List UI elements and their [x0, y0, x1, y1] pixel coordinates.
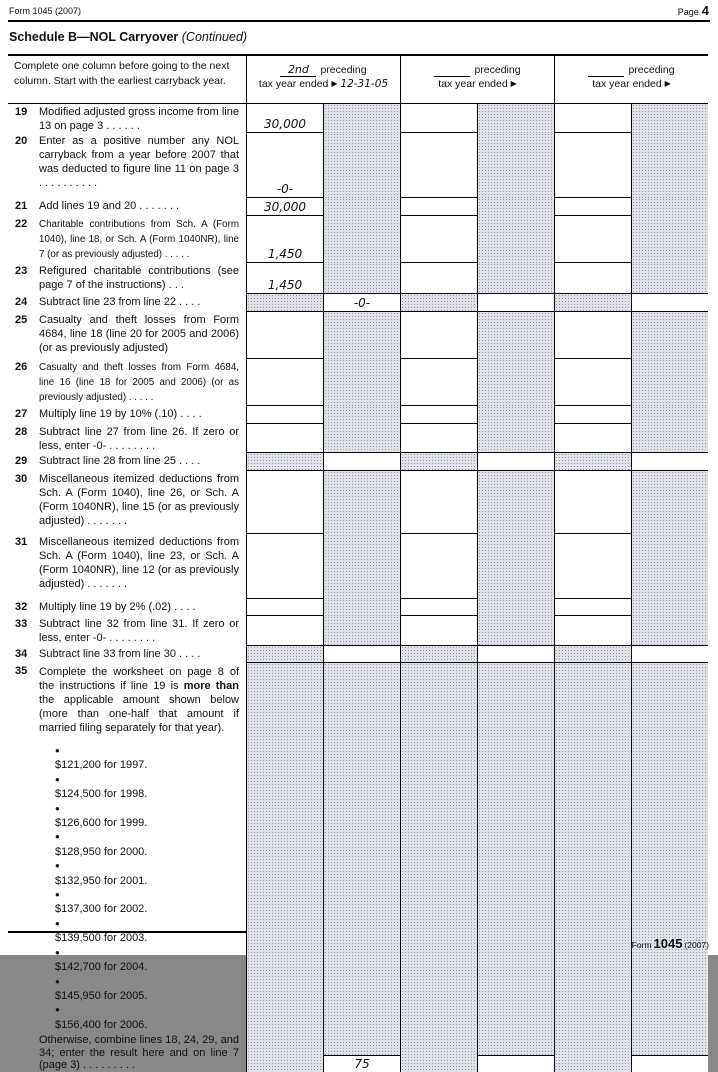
line-25-col3-after-shaded-cell	[631, 312, 708, 359]
line-21-col2-entry-cell	[400, 198, 477, 216]
line-21-col3-after-shaded-cell	[631, 198, 708, 216]
table-row-line-33	[8, 616, 708, 646]
line-30-label-cell	[8, 471, 246, 534]
line-33-col2-after-shaded-cell	[477, 616, 554, 646]
tax-year-label: tax year ended	[258, 78, 329, 90]
preceding-label: preceding	[628, 64, 675, 76]
threshold-text: $137,300 for 2002.	[55, 903, 148, 916]
line-33-col3-after-shaded-cell	[631, 616, 708, 646]
line-number: 20	[15, 135, 28, 147]
line-number: 21	[15, 200, 28, 212]
amount-box	[632, 1055, 708, 1072]
line-24-col3-after-result-cell	[631, 294, 708, 312]
threshold-item	[55, 888, 239, 917]
column-header-line1	[555, 63, 708, 77]
column-header-preceding-3	[554, 56, 708, 104]
line-27-col1-entry-cell	[246, 406, 323, 424]
table-row-line-24	[8, 294, 708, 312]
line-33-col1-entry-cell	[246, 616, 323, 646]
line-30-col3-entry-cell	[554, 471, 631, 534]
line-34-col1-after-result-cell	[323, 646, 400, 663]
line-27-col1-after-shaded-cell	[323, 406, 400, 424]
final-intro: Complete the worksheet on page 8 of the instructions if line 19 is more than the applicable amount shown below (more than one-half that amount if married filing separately for that year).	[39, 666, 239, 734]
line-29-label: Subtract line 28 from line 25 . . . .	[39, 455, 201, 467]
column-header-line2	[401, 77, 554, 91]
line-35-col1-entry-shaded-cell	[246, 663, 323, 1072]
line-30-col2-entry-cell	[400, 471, 477, 534]
line-number: 26	[15, 361, 28, 373]
line-19-col1-entry-cell	[246, 104, 323, 133]
arrow-icon: ▶	[510, 79, 517, 88]
line-20-col2-after-shaded-cell	[477, 133, 554, 198]
bullet-icon: ●	[55, 918, 60, 928]
line-28-label-cell	[8, 424, 246, 453]
line-33-col3-entry-cell	[554, 616, 631, 646]
table-row-line-22	[8, 216, 708, 263]
line-26-col2-entry-cell	[400, 359, 477, 406]
line-29-col3-after-result-cell	[631, 453, 708, 471]
amount-box	[478, 1055, 554, 1072]
line-26-col2-after-shaded-cell	[477, 359, 554, 406]
line-20-col1-entry-cell	[246, 133, 323, 198]
schedule-title-text: Schedule B—NOL Carryover	[9, 30, 179, 44]
line-19-col1-after-shaded-cell	[323, 104, 400, 133]
header-rule	[8, 20, 710, 22]
threshold-item	[55, 946, 239, 975]
line-24-col1-entry-shaded-cell	[246, 294, 323, 312]
line-25-col3-entry-cell	[554, 312, 631, 359]
line-27-label-cell	[8, 406, 246, 424]
column-header-2nd-preceding	[246, 56, 400, 104]
bullet-icon: ●	[55, 890, 60, 900]
line-31-col1-after-shaded-cell	[323, 534, 400, 599]
line-28-label: Subtract line 27 from line 26. If zero or less, enter -0- . . . . . . . .	[39, 426, 239, 452]
line-31-col3-after-shaded-cell	[631, 534, 708, 599]
line-32-col1-after-shaded-cell	[323, 599, 400, 616]
line-35-label-cell	[8, 663, 246, 1072]
line-25-col1-entry-cell	[246, 312, 323, 359]
line-27-col3-after-shaded-cell	[631, 406, 708, 424]
line-28-col1-entry-cell	[246, 424, 323, 453]
line-33-label: Subtract line 32 from line 31. If zero or less, enter -0- . . . . . . . .	[39, 618, 239, 644]
line-27-label: Multiply line 19 by 10% (.10) . . . .	[39, 408, 202, 420]
bullet-icon: ●	[55, 976, 60, 986]
line-25-label-cell	[8, 312, 246, 359]
line-29-col1-after-result-cell	[323, 453, 400, 471]
threshold-item	[55, 859, 239, 888]
threshold-item	[55, 802, 239, 831]
line-30-col1-entry-cell	[246, 471, 323, 534]
shaded-fill	[478, 663, 554, 1055]
threshold-item	[55, 773, 239, 802]
line-23-col1-entry-cell	[246, 263, 323, 294]
line-31-col1-entry-cell	[246, 534, 323, 599]
line-21-col1-after-shaded-cell	[323, 198, 400, 216]
line-34-col2-after-result-cell	[477, 646, 554, 663]
line-27-col3-entry-cell	[554, 406, 631, 424]
line-number: 22	[15, 218, 28, 230]
table-row-line-25	[8, 312, 708, 359]
line-21-label: Add lines 19 and 20 . . . . . . .	[39, 200, 180, 212]
line-29-col2-entry-shaded-cell	[400, 453, 477, 471]
line-29-col2-after-result-cell	[477, 453, 554, 471]
table-row-line-19	[8, 104, 708, 133]
line-30-col2-after-shaded-cell	[477, 471, 554, 534]
page-label: Page	[677, 7, 699, 17]
line-24-col2-entry-shaded-cell	[400, 294, 477, 312]
line-23-col3-entry-cell	[554, 263, 631, 294]
line-35-label	[39, 664, 242, 1072]
line-19-col3-entry-cell	[554, 104, 631, 133]
line-19-col2-after-shaded-cell	[477, 104, 554, 133]
line-34-label-cell	[8, 646, 246, 663]
footer-form-id	[632, 936, 709, 951]
ordinal-blank	[434, 64, 470, 77]
table-row-line-23	[8, 263, 708, 294]
line-number: 19	[15, 106, 28, 118]
threshold-list	[55, 744, 239, 1032]
line-24-col2-after-result-cell	[477, 294, 554, 312]
line-29-col3-entry-shaded-cell	[554, 453, 631, 471]
line-25-col2-entry-cell	[400, 312, 477, 359]
table-row-line-26	[8, 359, 708, 406]
line-32-col2-after-shaded-cell	[477, 599, 554, 616]
page-number	[678, 3, 709, 18]
preceding-label: preceding	[474, 64, 521, 76]
line-21-col3-entry-cell	[554, 198, 631, 216]
line-35-col1-after-cell	[323, 663, 400, 1072]
line-32-col2-entry-cell	[400, 599, 477, 616]
amount-value: -0-	[276, 182, 294, 196]
line-20-label-cell	[8, 133, 246, 198]
line-28-col3-after-shaded-cell	[631, 424, 708, 453]
line-number: 32	[15, 601, 28, 613]
line-28-col2-after-shaded-cell	[477, 424, 554, 453]
ordinal-blank	[588, 64, 624, 77]
line-35-col3-after-cell	[631, 663, 708, 1072]
line-26-label-cell	[8, 359, 246, 406]
line-34-col2-entry-shaded-cell	[400, 646, 477, 663]
threshold-text: $128,950 for 2000.	[55, 845, 148, 858]
final-outro: Otherwise, combine lines 18, 24, 29, and 34; enter the result here and on line 7 (page 3) . . . . . . . . .	[39, 1034, 239, 1072]
line-31-label: Miscellaneous itemized deductions from Sch. A (Form 1040), line 23, or Sch. A (Form 1040NR), line 12 (or as previously adjusted) . . . . . . .	[39, 536, 239, 590]
line-21-col1-entry-cell	[246, 198, 323, 216]
line-24-label: Subtract line 23 from line 22 . . . .	[39, 296, 201, 308]
table-header-row	[8, 56, 708, 104]
line-23-col2-entry-cell	[400, 263, 477, 294]
table-row-line-20	[8, 133, 708, 198]
table-row-line-30	[8, 471, 708, 534]
threshold-text: $139,500 for 2003.	[55, 932, 148, 945]
line-23-col3-after-shaded-cell	[631, 263, 708, 294]
amount-value: 30,000	[264, 200, 306, 214]
line-32-label: Multiply line 19 by 2% (.02) . . . .	[39, 601, 196, 613]
line-number: 25	[15, 314, 28, 326]
threshold-text: $124,500 for 1998.	[55, 788, 148, 801]
line-33-col2-entry-cell	[400, 616, 477, 646]
line-25-col1-after-shaded-cell	[323, 312, 400, 359]
amount-value: -0-	[353, 296, 371, 310]
line-30-col1-after-shaded-cell	[323, 471, 400, 534]
table-row-line-34	[8, 646, 708, 663]
bullet-icon: ●	[55, 947, 60, 957]
amount-value: 75	[354, 1056, 370, 1071]
arrow-icon: ▶	[331, 79, 338, 88]
footer-form-label: Form	[631, 940, 652, 950]
threshold-item	[55, 830, 239, 859]
preceding-label: preceding	[320, 64, 367, 76]
line-26-col1-after-shaded-cell	[323, 359, 400, 406]
table-instructions: Complete one column before going to the next column. Start with the earliest carryback year.	[8, 56, 246, 104]
line-35-col2-after-cell	[477, 663, 554, 1072]
line-28-col1-after-shaded-cell	[323, 424, 400, 453]
threshold-text: $142,700 for 2004.	[55, 961, 148, 974]
line-34-col3-after-result-cell	[631, 646, 708, 663]
shaded-fill	[324, 663, 400, 1055]
line-26-col3-entry-cell	[554, 359, 631, 406]
ordinal-blank: 2nd	[280, 64, 316, 77]
table-row-line-27	[8, 406, 708, 424]
final-intro-bold: more than	[183, 680, 239, 692]
amount-value: 1,450	[267, 247, 303, 261]
amount-value: 1,450	[267, 278, 303, 292]
threshold-text: $126,600 for 1999.	[55, 817, 148, 830]
schedule-title-continued: (Continued)	[181, 30, 248, 44]
line-29-col1-entry-shaded-cell	[246, 453, 323, 471]
line-22-col3-after-shaded-cell	[631, 216, 708, 263]
line-32-label-cell	[8, 599, 246, 616]
tax-year-date: 12-31-05	[340, 78, 389, 90]
line-number: 28	[15, 426, 28, 438]
line-number: 30	[15, 473, 28, 485]
line-23-label: Refigured charitable contributions (see page 7 of the instructions) . . .	[39, 265, 239, 291]
line-number: 31	[15, 536, 28, 548]
line-19-label-cell	[8, 104, 246, 133]
line-28-col2-entry-cell	[400, 424, 477, 453]
line-29-label-cell	[8, 453, 246, 471]
line-24-col1-after-result-cell	[323, 294, 400, 312]
line-34-col1-entry-shaded-cell	[246, 646, 323, 663]
line-20-col2-entry-cell	[400, 133, 477, 198]
threshold-item	[55, 1003, 239, 1032]
line-20-label: Enter as a positive number any NOL carryback from a year before 2007 that was deducted to figure line 11 on page 3 . . . . . . . . . .	[39, 135, 239, 189]
line-28-col3-entry-cell	[554, 424, 631, 453]
line-22-label-cell	[8, 216, 246, 263]
line-23-label-cell	[8, 263, 246, 294]
line-22-col1-after-shaded-cell	[323, 216, 400, 263]
line-27-col2-entry-cell	[400, 406, 477, 424]
line-22-col1-entry-cell	[246, 216, 323, 263]
column-header-line1	[401, 63, 554, 77]
line-26-col1-entry-cell	[246, 359, 323, 406]
line-20-col3-entry-cell	[554, 133, 631, 198]
line-number: 29	[15, 455, 28, 467]
arrow-icon: ▶	[664, 79, 671, 88]
line-34-col3-entry-shaded-cell	[554, 646, 631, 663]
line-32-col3-after-shaded-cell	[631, 599, 708, 616]
column-header-line2	[247, 77, 400, 91]
line-26-label: Casualty and theft losses from Form 4684, line 16 (line 18 for 2005 and 2006) (or as previously adjusted) . . . . .	[39, 362, 239, 403]
line-31-col3-entry-cell	[554, 534, 631, 599]
line-24-label-cell	[8, 294, 246, 312]
line-22-col3-entry-cell	[554, 216, 631, 263]
line-32-col3-entry-cell	[554, 599, 631, 616]
threshold-text: $121,200 for 1997.	[55, 759, 148, 772]
column-header-line1	[247, 63, 400, 77]
footer-form-year: (2007)	[684, 940, 709, 950]
line-27-col2-after-shaded-cell	[477, 406, 554, 424]
table-row-line-29	[8, 453, 708, 471]
line-19-label: Modified adjusted gross income from line 13 on page 3 . . . . . .	[39, 106, 239, 132]
threshold-item	[55, 917, 239, 946]
line-number: 34	[15, 648, 28, 660]
line-26-col3-after-shaded-cell	[631, 359, 708, 406]
line-23-col1-after-shaded-cell	[323, 263, 400, 294]
line-31-col2-entry-cell	[400, 534, 477, 599]
tax-year-label: tax year ended	[438, 78, 508, 90]
table-row-line-32	[8, 599, 708, 616]
line-19-col3-after-shaded-cell	[631, 104, 708, 133]
bullet-icon: ●	[55, 746, 60, 755]
line-number: 33	[15, 618, 28, 630]
bullet-icon: ●	[55, 803, 60, 813]
column-header-preceding-2	[400, 56, 554, 104]
bullet-icon: ●	[55, 832, 60, 842]
line-24-col3-entry-shaded-cell	[554, 294, 631, 312]
threshold-item	[55, 975, 239, 1004]
line-22-col2-entry-cell	[400, 216, 477, 263]
line-33-col1-after-shaded-cell	[323, 616, 400, 646]
line-30-col3-after-shaded-cell	[631, 471, 708, 534]
line-21-label-cell	[8, 198, 246, 216]
amount-box	[324, 1055, 400, 1072]
line-number: 23	[15, 265, 28, 277]
bullet-icon: ●	[55, 861, 60, 871]
line-35-col2-entry-shaded-cell	[400, 663, 477, 1072]
line-19-col2-entry-cell	[400, 104, 477, 133]
line-33-label-cell	[8, 616, 246, 646]
line-34-label: Subtract line 33 from line 30 . . . .	[39, 648, 201, 660]
line-21-col2-after-shaded-cell	[477, 198, 554, 216]
page-number-value: 4	[701, 3, 709, 18]
line-22-label: Charitable contributions from Sch. A (Form 1040), line 18, or Sch. A (Form 1040NR), line 7 (or as previously adjusted) . . . . .	[39, 219, 239, 260]
table-row-line-28	[8, 424, 708, 453]
bullet-icon: ●	[55, 774, 60, 784]
threshold-item	[55, 744, 239, 773]
line-number: 27	[15, 408, 28, 420]
table-row-line-21	[8, 198, 708, 216]
line-20-col3-after-shaded-cell	[631, 133, 708, 198]
line-32-col1-entry-cell	[246, 599, 323, 616]
line-25-col2-after-shaded-cell	[477, 312, 554, 359]
amount-value: 30,000	[264, 117, 306, 131]
threshold-text: $145,950 for 2005.	[55, 989, 148, 1002]
schedule-title	[9, 30, 247, 44]
line-31-col2-after-shaded-cell	[477, 534, 554, 599]
line-20-col1-after-shaded-cell	[323, 133, 400, 198]
line-30-label: Miscellaneous itemized deductions from Sch. A (Form 1040), line 26, or Sch. A (Form 1040NR), line 15 (or as previously adjusted) . . . . . . .	[39, 473, 239, 527]
line-22-col2-after-shaded-cell	[477, 216, 554, 263]
column-header-line2	[555, 77, 708, 91]
line-23-col2-after-shaded-cell	[477, 263, 554, 294]
line-25-label: Casualty and theft losses from Form 4684, line 18 (line 20 for 2005 and 2006) (or as previously adjusted)	[39, 314, 239, 354]
shaded-fill	[632, 663, 708, 1055]
line-number: 24	[15, 296, 28, 308]
bullet-icon: ●	[55, 1005, 60, 1015]
threshold-text: $156,400 for 2006.	[55, 1018, 148, 1031]
line-31-label-cell	[8, 534, 246, 599]
form-id-header: Form 1045 (2007)	[9, 6, 82, 16]
table-row-line-31	[8, 534, 708, 599]
threshold-text: $132,950 for 2001.	[55, 874, 148, 887]
line-35-col3-entry-shaded-cell	[554, 663, 631, 1072]
footer-form-number: 1045	[653, 936, 683, 951]
tax-year-label: tax year ended	[592, 78, 662, 90]
line-number: 35	[15, 665, 28, 677]
